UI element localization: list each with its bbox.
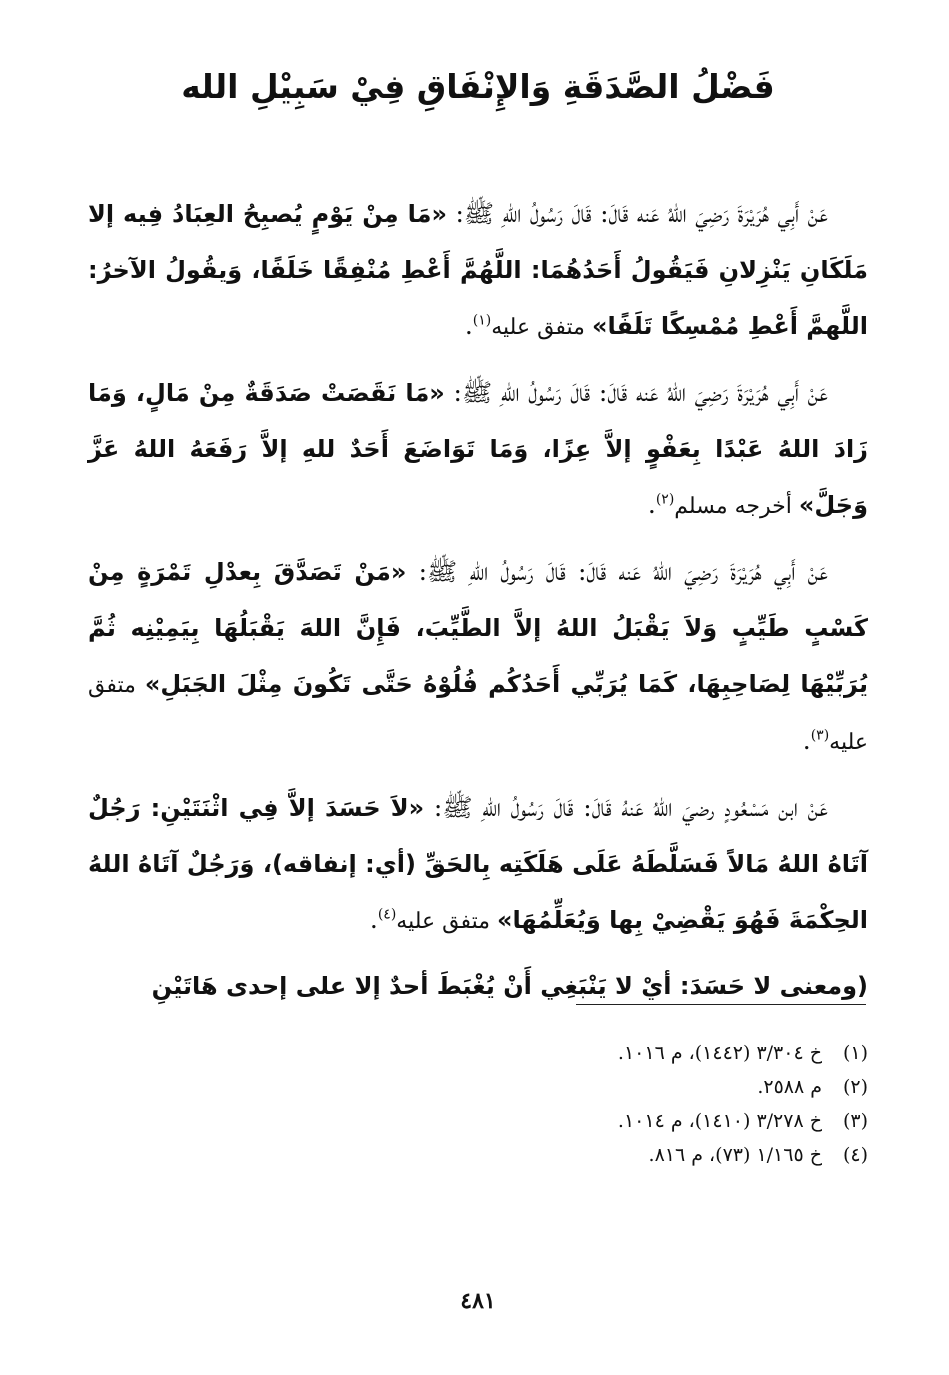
narration-lead: عَنْ ابن مَسْعُودٍ رضيَ اللهُ عَنهُ قَالَ: قَالَ رَسُولُ اللهِ ﷺ:: [424, 793, 829, 822]
footnote-text: خ ٣/٣٠٤ (١٤٤٢)، م ١٠١٦.: [617, 1042, 822, 1064]
footnote-number: (١): [842, 1042, 868, 1064]
footnote-number: (٢): [842, 1076, 868, 1098]
hadith-paragraph-4: [88, 780, 868, 949]
narration-lead: عَنْ أَبِي هُرَيْرَةَ رَضِيَ اللهُ عَنه قَالَ: قَالَ رَسُولُ اللهِ ﷺ:: [444, 378, 828, 407]
sentence-end: .: [647, 490, 656, 519]
narration-lead: عَنْ أَبِي هُرَيْرَةَ رَضِيَ اللهُ عَنه قَالَ: قَالَ رَسُولُ اللهِ ﷺ:: [446, 199, 828, 228]
explanation-line: (ومعنى لا حَسَدَ: أيْ لا يَنْبَغِي أَنْ يُغْبَطَ أحدٌ إلا على إحدى هَاتَيْنِ: [151, 972, 868, 1000]
body-text: [88, 186, 868, 1024]
footnote-text: خ ١/١٦٥ (٧٣)، م ٨١٦.: [648, 1144, 822, 1166]
hadith-source: متفق عليه: [396, 909, 498, 934]
footnote-text: خ ٣/٢٧٨ (١٤١٠)، م ١٠١٤.: [617, 1110, 822, 1132]
hadith-source: متفق عليه: [88, 673, 868, 755]
footnote-item: [88, 1138, 868, 1172]
page-title: فَضْلُ الصَّدَقَةِ وَالإِنْفَاقِ فِيْ سَبِيْلِ الله: [181, 67, 775, 106]
narration-lead: عَنْ أَبِي هُرَيْرَةَ رَضِيَ اللهُ عَنه قَالَ: قَالَ رَسُولُ اللهِ ﷺ:: [406, 557, 828, 586]
footnotes-list: [88, 1036, 868, 1172]
footnote-item: [88, 1070, 868, 1104]
footnote-marker: (٢): [655, 491, 675, 508]
hadith-paragraph-1: [88, 186, 868, 355]
footnote-marker: (٣): [810, 727, 830, 744]
footnote-marker: (١): [472, 312, 492, 329]
footnote-number: (٤): [842, 1144, 868, 1166]
footnote-text: م ٢٥٨٨.: [757, 1076, 822, 1098]
footnote-number: (٣): [842, 1110, 868, 1132]
sentence-end: .: [369, 905, 378, 934]
footnote-item: [88, 1036, 868, 1070]
page-number: ٤٨١: [460, 1288, 496, 1314]
sentence-end: .: [464, 311, 473, 340]
hadith-quote: «مَنْ تَصَدَّقَ بِعدْلِ تَمْرَةٍ مِنْ كَسْبٍ طَيِّبٍ وَلاَ يَقْبَلُ اللهُ إلاَّ الطَّيِّبَ، فَإِنَّ اللهَ يَقْبَلُهَا بِيَمِيْنِه ثُمَّ يُرَبِّيْهَا لِصَاحِبِهَا، كَمَا يُرَبِّي أَحَدُكُم فُلُوْهُ حَتَّى تَكُونَ مِثْلَ الجَبَلِ»: [88, 558, 868, 698]
footnote-divider: [576, 1004, 866, 1005]
document-page: [88, 0, 868, 1375]
hadith-source: أخرجه مسلم: [674, 494, 799, 519]
sentence-end: .: [802, 726, 811, 755]
hadith-paragraph-2: [88, 365, 868, 534]
hadith-quote: «مَا نَقَصَتْ صَدَقَةٌ مِنْ مَالٍ، وَمَا زَادَ اللهُ عَبْدًا بِعَفْوٍ إلاَّ عِزًا، وَمَا تَوَاضَعَ أَحَدٌ للهِ إلاَّ رَفَعَهُ اللهُ عَزَّ وَجَلَّ»: [88, 379, 868, 519]
hadith-source: متفق عليه: [491, 315, 592, 340]
footnote-item: [88, 1104, 868, 1138]
hadith-paragraph-3: [88, 544, 868, 770]
hadith-quote: «مَا مِنْ يَوْمٍ يُصبِحُ العِبَادُ فِيه إلا مَلَكَانِ يَنْزِلانِ فَيَقُولُ أَحَدُهُمَا: اللَّهُمَّ أَعْطِ مُنْفِقًا خَلَفًا، وَيقُولُ الآخرُ: اللَّهمَّ أَعْطِ مُمْسِكًا تَلَفًا»: [88, 200, 868, 340]
hadith-quote: «لاَ حَسَدَ إلاَّ فِي اثْنَتَيْنِ: رَجُلٌ آتَاهُ اللهُ مَالاً فَسَلَّطَهُ عَلَى هَلَكَتِه بِالحَقِّ (أي: إنفاقه)، وَرَجُلٌ آتَاهُ اللهُ الحِكْمَةَ فَهُوَ يَقْضِيْ بِها وَيُعَلِّمُهَا»: [88, 794, 868, 934]
footnote-marker: (٤): [377, 906, 397, 923]
